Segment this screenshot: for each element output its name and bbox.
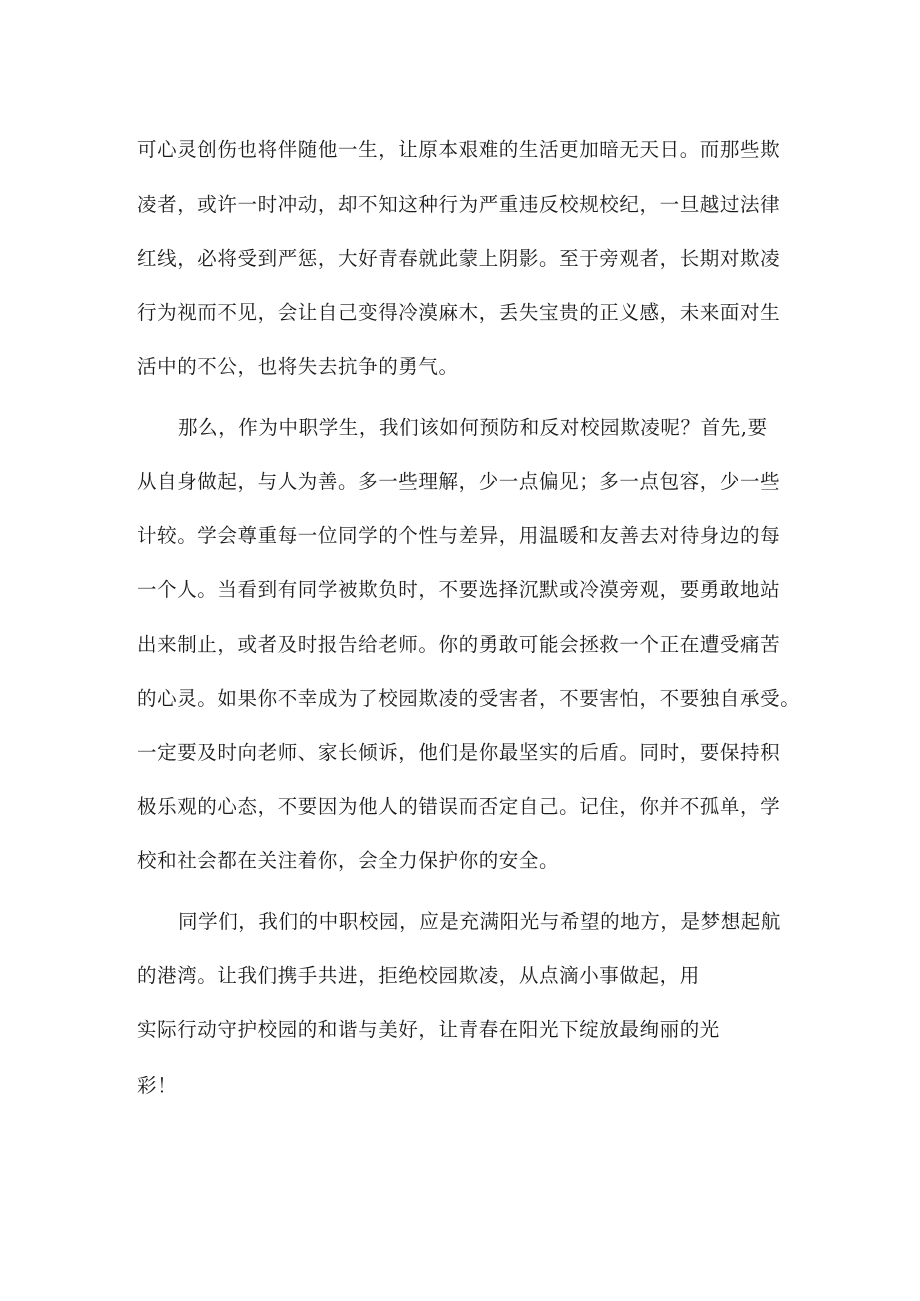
text-line: 极乐观的心态，不要因为他人的错误而否定自己。记住，你并不孤单，学 xyxy=(137,795,781,818)
text-line: 活中的不公，也将失去抗争的勇气。 xyxy=(137,355,459,378)
text-line: 实际行动守护校园的和谐与美好，让青春在阳光下绽放最绚丽的光 xyxy=(137,1018,720,1041)
text-line: 计较。学会尊重每一位同学的个性与差异，用温暖和友善去对待身边的每 xyxy=(137,524,781,547)
paragraph-start-line: 同学们，我们的中职校园，应是充满阳光与希望的地方，是梦想起航 xyxy=(178,910,782,933)
text-line: 行为视而不见，会让自己变得冷漠麻木，丢失宝贵的正义感，未来面对生 xyxy=(137,301,781,324)
text-line: 一个人。当看到有同学被欺负时，不要选择沉默或冷漠旁观，要勇敢地站 xyxy=(137,578,781,601)
text-line: 从自身做起，与人为善。多一些理解，少一点偏见；多一点包容，少一些 xyxy=(137,470,781,493)
paragraph-start-line: 那么，作为中职学生，我们该如何预防和反对校园欺凌呢？首先,要 xyxy=(178,416,768,439)
text-line: 凌者，或许一时冲动，却不知这种行为严重违反校规校纪，一旦越过法律 xyxy=(137,193,781,216)
text-line: 出来制止，或者及时报告给老师。你的勇敢可能会拯救一个正在遭受痛苦 xyxy=(137,633,781,656)
text-line: 红线，必将受到严惩，大好青春就此蒙上阴影。至于旁观者，长期对欺凌 xyxy=(137,247,781,270)
text-line: 校和社会都在关注着你，会全力保护你的安全。 xyxy=(137,849,560,872)
text-line: 的心灵。如果你不幸成为了校园欺凌的受害者，不要害怕，不要独自承受。 xyxy=(137,687,801,710)
text-line: 彩！ xyxy=(137,1074,178,1097)
text-line: 的港湾。让我们携手共进，拒绝校园欺凌，从点滴小事做起，用 xyxy=(137,964,700,987)
text-line: 一定要及时向老师、家长倾诉，他们是你最坚实的后盾。同时，要保持积 xyxy=(137,741,781,764)
text-line: 可心灵创伤也将伴随他一生，让原本艰难的生活更加暗无天日。而那些欺 xyxy=(137,138,781,161)
